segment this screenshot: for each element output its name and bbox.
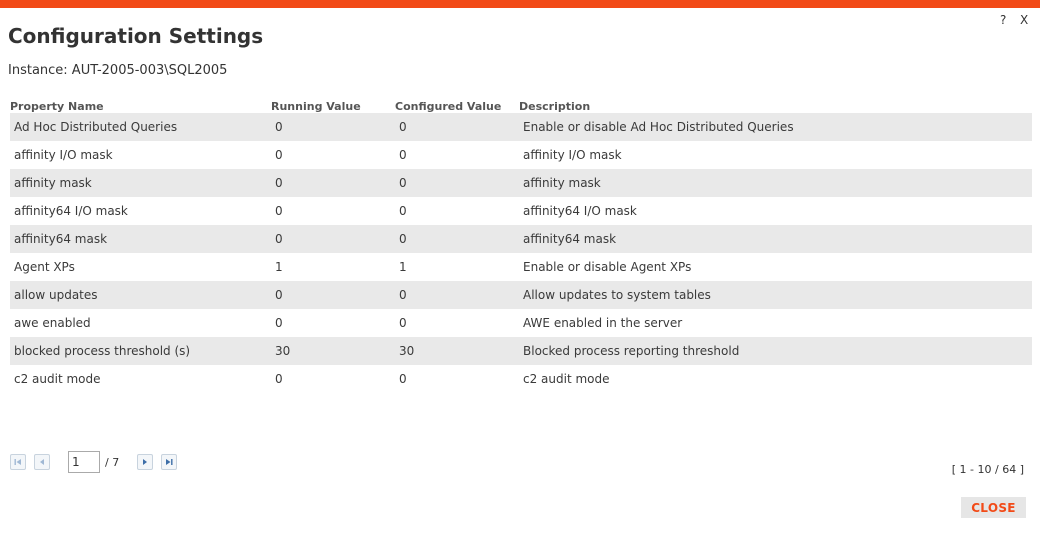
cell-description: affinity I/O mask — [523, 148, 622, 162]
cell-property-name: affinity mask — [10, 169, 271, 197]
prev-page-button[interactable] — [34, 454, 50, 470]
column-header-running-value[interactable]: Running Value — [271, 100, 361, 113]
cell-description: affinity64 mask — [519, 225, 1032, 253]
cell-running-value: 0 — [271, 169, 395, 197]
config-table — [10, 96, 1032, 393]
cell-running-value: 30 — [271, 337, 395, 365]
page-total-label: / 7 — [105, 455, 120, 469]
cell-running-value: 0 — [275, 316, 283, 330]
cell-running-value: 0 — [275, 148, 283, 162]
cell-configured-value: 0 — [399, 204, 407, 218]
table-row[interactable] — [10, 113, 1032, 141]
cell-configured-value: 30 — [395, 337, 519, 365]
table-row[interactable] — [10, 337, 1032, 365]
table-header-row — [10, 96, 1032, 113]
cell-property-name: allow updates — [10, 281, 271, 309]
cell-description: Allow updates to system tables — [519, 281, 1032, 309]
table-row[interactable] — [10, 225, 1032, 253]
page-number-input[interactable] — [68, 451, 100, 473]
cell-property-name: affinity64 I/O mask — [14, 204, 128, 218]
cell-description: affinity64 I/O mask — [523, 204, 637, 218]
cell-running-value: 0 — [275, 204, 283, 218]
cell-property-name: blocked process threshold (s) — [10, 337, 271, 365]
instance-label: Instance: AUT-2005-003\SQL2005 — [8, 63, 228, 78]
cell-running-value: 0 — [271, 113, 395, 141]
close-x-button[interactable]: X — [1020, 13, 1029, 27]
cell-description: c2 audit mode — [523, 372, 610, 386]
pager — [10, 451, 177, 473]
cell-running-value: 1 — [275, 260, 283, 274]
close-button[interactable]: CLOSE — [961, 497, 1026, 518]
cell-description: Enable or disable Agent XPs — [523, 260, 692, 274]
help-button[interactable]: ? — [1000, 13, 1007, 27]
cell-configured-value: 0 — [395, 113, 519, 141]
next-page-icon — [141, 458, 149, 466]
cell-description: Blocked process reporting threshold — [519, 337, 1032, 365]
cell-running-value: 0 — [271, 225, 395, 253]
cell-running-value: 0 — [271, 281, 395, 309]
cell-description: AWE enabled in the server — [523, 316, 683, 330]
table-row[interactable] — [10, 169, 1032, 197]
cell-configured-value: 0 — [395, 281, 519, 309]
cell-configured-value: 0 — [399, 316, 407, 330]
cell-property-name: Agent XPs — [14, 260, 75, 274]
last-page-button[interactable] — [161, 454, 177, 470]
table-row[interactable] — [10, 281, 1032, 309]
table-row[interactable] — [10, 141, 1032, 169]
first-page-button[interactable] — [10, 454, 26, 470]
record-range-label: [ 1 - 10 / 64 ] — [951, 463, 1024, 476]
dialog-title: Configuration Settings — [8, 24, 264, 48]
prev-page-icon — [38, 458, 46, 466]
column-header-configured-value[interactable]: Configured Value — [395, 100, 502, 113]
cell-property-name: c2 audit mode — [14, 372, 101, 386]
cell-configured-value: 0 — [399, 372, 407, 386]
cell-configured-value: 0 — [399, 148, 407, 162]
table-row[interactable] — [10, 197, 1032, 225]
top-accent-bar — [0, 0, 1040, 8]
column-header-property-name[interactable]: Property Name — [10, 100, 104, 113]
cell-property-name: awe enabled — [14, 316, 91, 330]
next-page-button[interactable] — [137, 454, 153, 470]
cell-description: affinity mask — [519, 169, 1032, 197]
cell-configured-value: 1 — [399, 260, 407, 274]
table-row[interactable] — [10, 365, 1032, 393]
cell-property-name: affinity I/O mask — [14, 148, 113, 162]
last-page-icon — [165, 458, 173, 466]
table-row[interactable] — [10, 309, 1032, 337]
cell-property-name: Ad Hoc Distributed Queries — [10, 113, 271, 141]
cell-description: Enable or disable Ad Hoc Distributed Queries — [519, 113, 1032, 141]
cell-configured-value: 0 — [395, 169, 519, 197]
cell-running-value: 0 — [275, 372, 283, 386]
table-row[interactable] — [10, 253, 1032, 281]
cell-property-name: affinity64 mask — [10, 225, 271, 253]
first-page-icon — [14, 458, 22, 466]
cell-configured-value: 0 — [395, 225, 519, 253]
column-header-description[interactable]: Description — [519, 100, 591, 113]
